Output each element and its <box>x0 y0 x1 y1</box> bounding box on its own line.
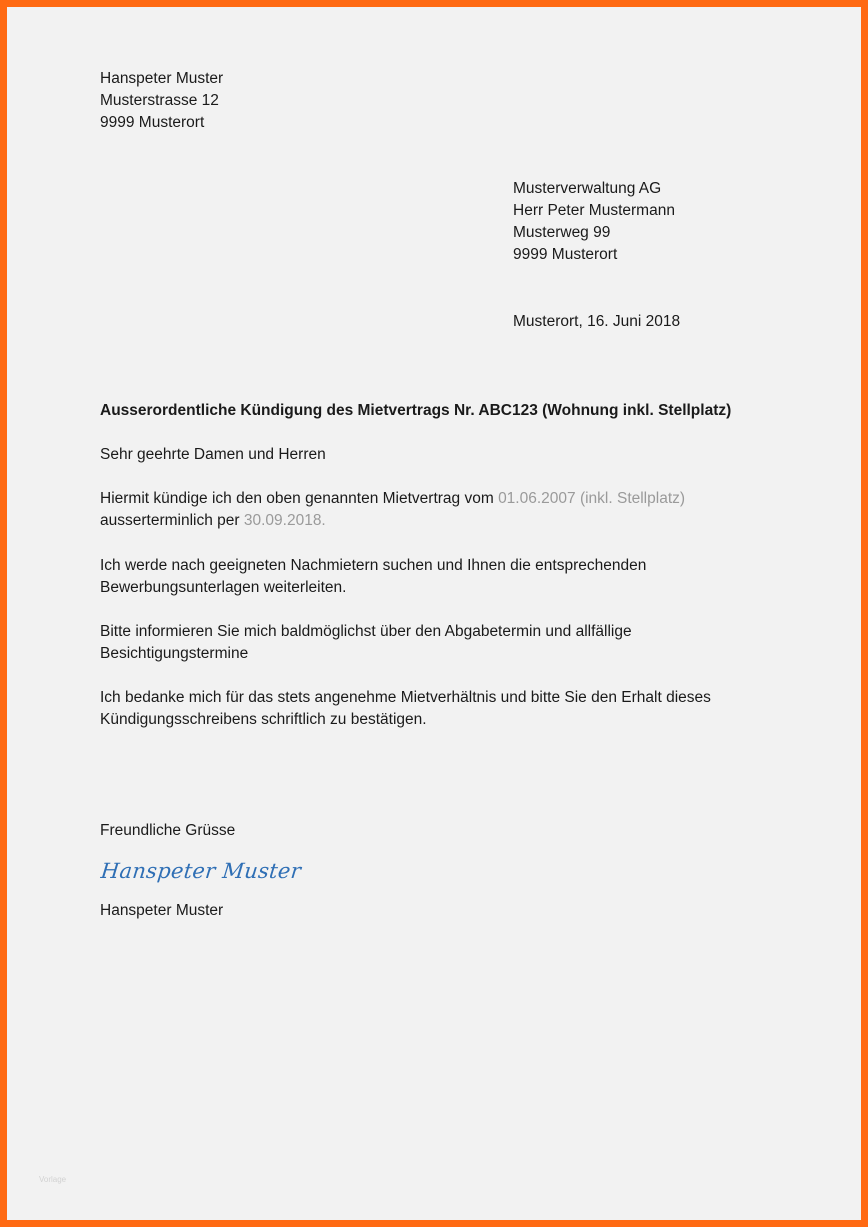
paragraph-line: Besichtigungstermine <box>100 645 249 662</box>
paragraph-thanks <box>100 687 711 731</box>
recipient-street: Musterweg 99 <box>513 224 611 241</box>
closing-phrase: Freundliche Grüsse <box>100 822 236 839</box>
paragraph-line: Ich bedanke mich für das stets angenehme Mietverhältnis und bitte Sie den Erhalt dieses <box>100 689 711 706</box>
watermark: Vorlage <box>39 1175 67 1184</box>
recipient-address <box>513 178 675 266</box>
paragraph-line <box>100 510 685 532</box>
paragraph-line: Bitte informieren Sie mich baldmöglichst über den Abgabetermin und allfällige <box>100 623 632 640</box>
recipient-city: 9999 Musterort <box>513 246 618 263</box>
sender-street: Musterstrasse 12 <box>100 92 219 109</box>
paragraph-successor <box>100 555 646 599</box>
paragraph-handover <box>100 621 632 665</box>
paragraph-text: Hiermit kündige ich den oben genannten Mietvertrag vom <box>100 490 499 507</box>
paragraph-line: Bewerbungsunterlagen weiterleiten. <box>100 579 347 596</box>
paragraph-line: Ich werde nach geeigneten Nachmietern suchen und Ihnen die entsprechenden <box>100 557 647 574</box>
paragraph-text: ausserterminlich per <box>100 512 244 529</box>
recipient-contact: Herr Peter Mustermann <box>513 202 675 219</box>
salutation: Sehr geehrte Damen und Herren <box>100 446 326 463</box>
paragraph-line: Kündigungsschreibens schriftlich zu bestätigen. <box>100 711 427 728</box>
letter-date: Musterort, 16. Juni 2018 <box>513 313 681 330</box>
handwritten-signature: Hanspeter Muster <box>99 859 303 883</box>
sender-name: Hanspeter Muster <box>100 70 224 87</box>
sender-city: 9999 Musterort <box>100 114 205 131</box>
letter-subject: Ausserordentliche Kündigung des Mietvertrags Nr. ABC123 (Wohnung inkl. Stellplatz) <box>100 402 732 419</box>
paragraph-termination <box>100 488 685 532</box>
paragraph-line <box>100 488 685 510</box>
signer-name: Hanspeter Muster <box>100 902 224 919</box>
sender-address <box>100 68 223 134</box>
termination-date: 30.09.2018. <box>243 512 326 529</box>
contract-start-date: 01.06.2007 (inkl. Stellplatz) <box>498 490 686 507</box>
letter-page <box>7 7 861 1220</box>
recipient-company: Musterverwaltung AG <box>513 180 662 197</box>
